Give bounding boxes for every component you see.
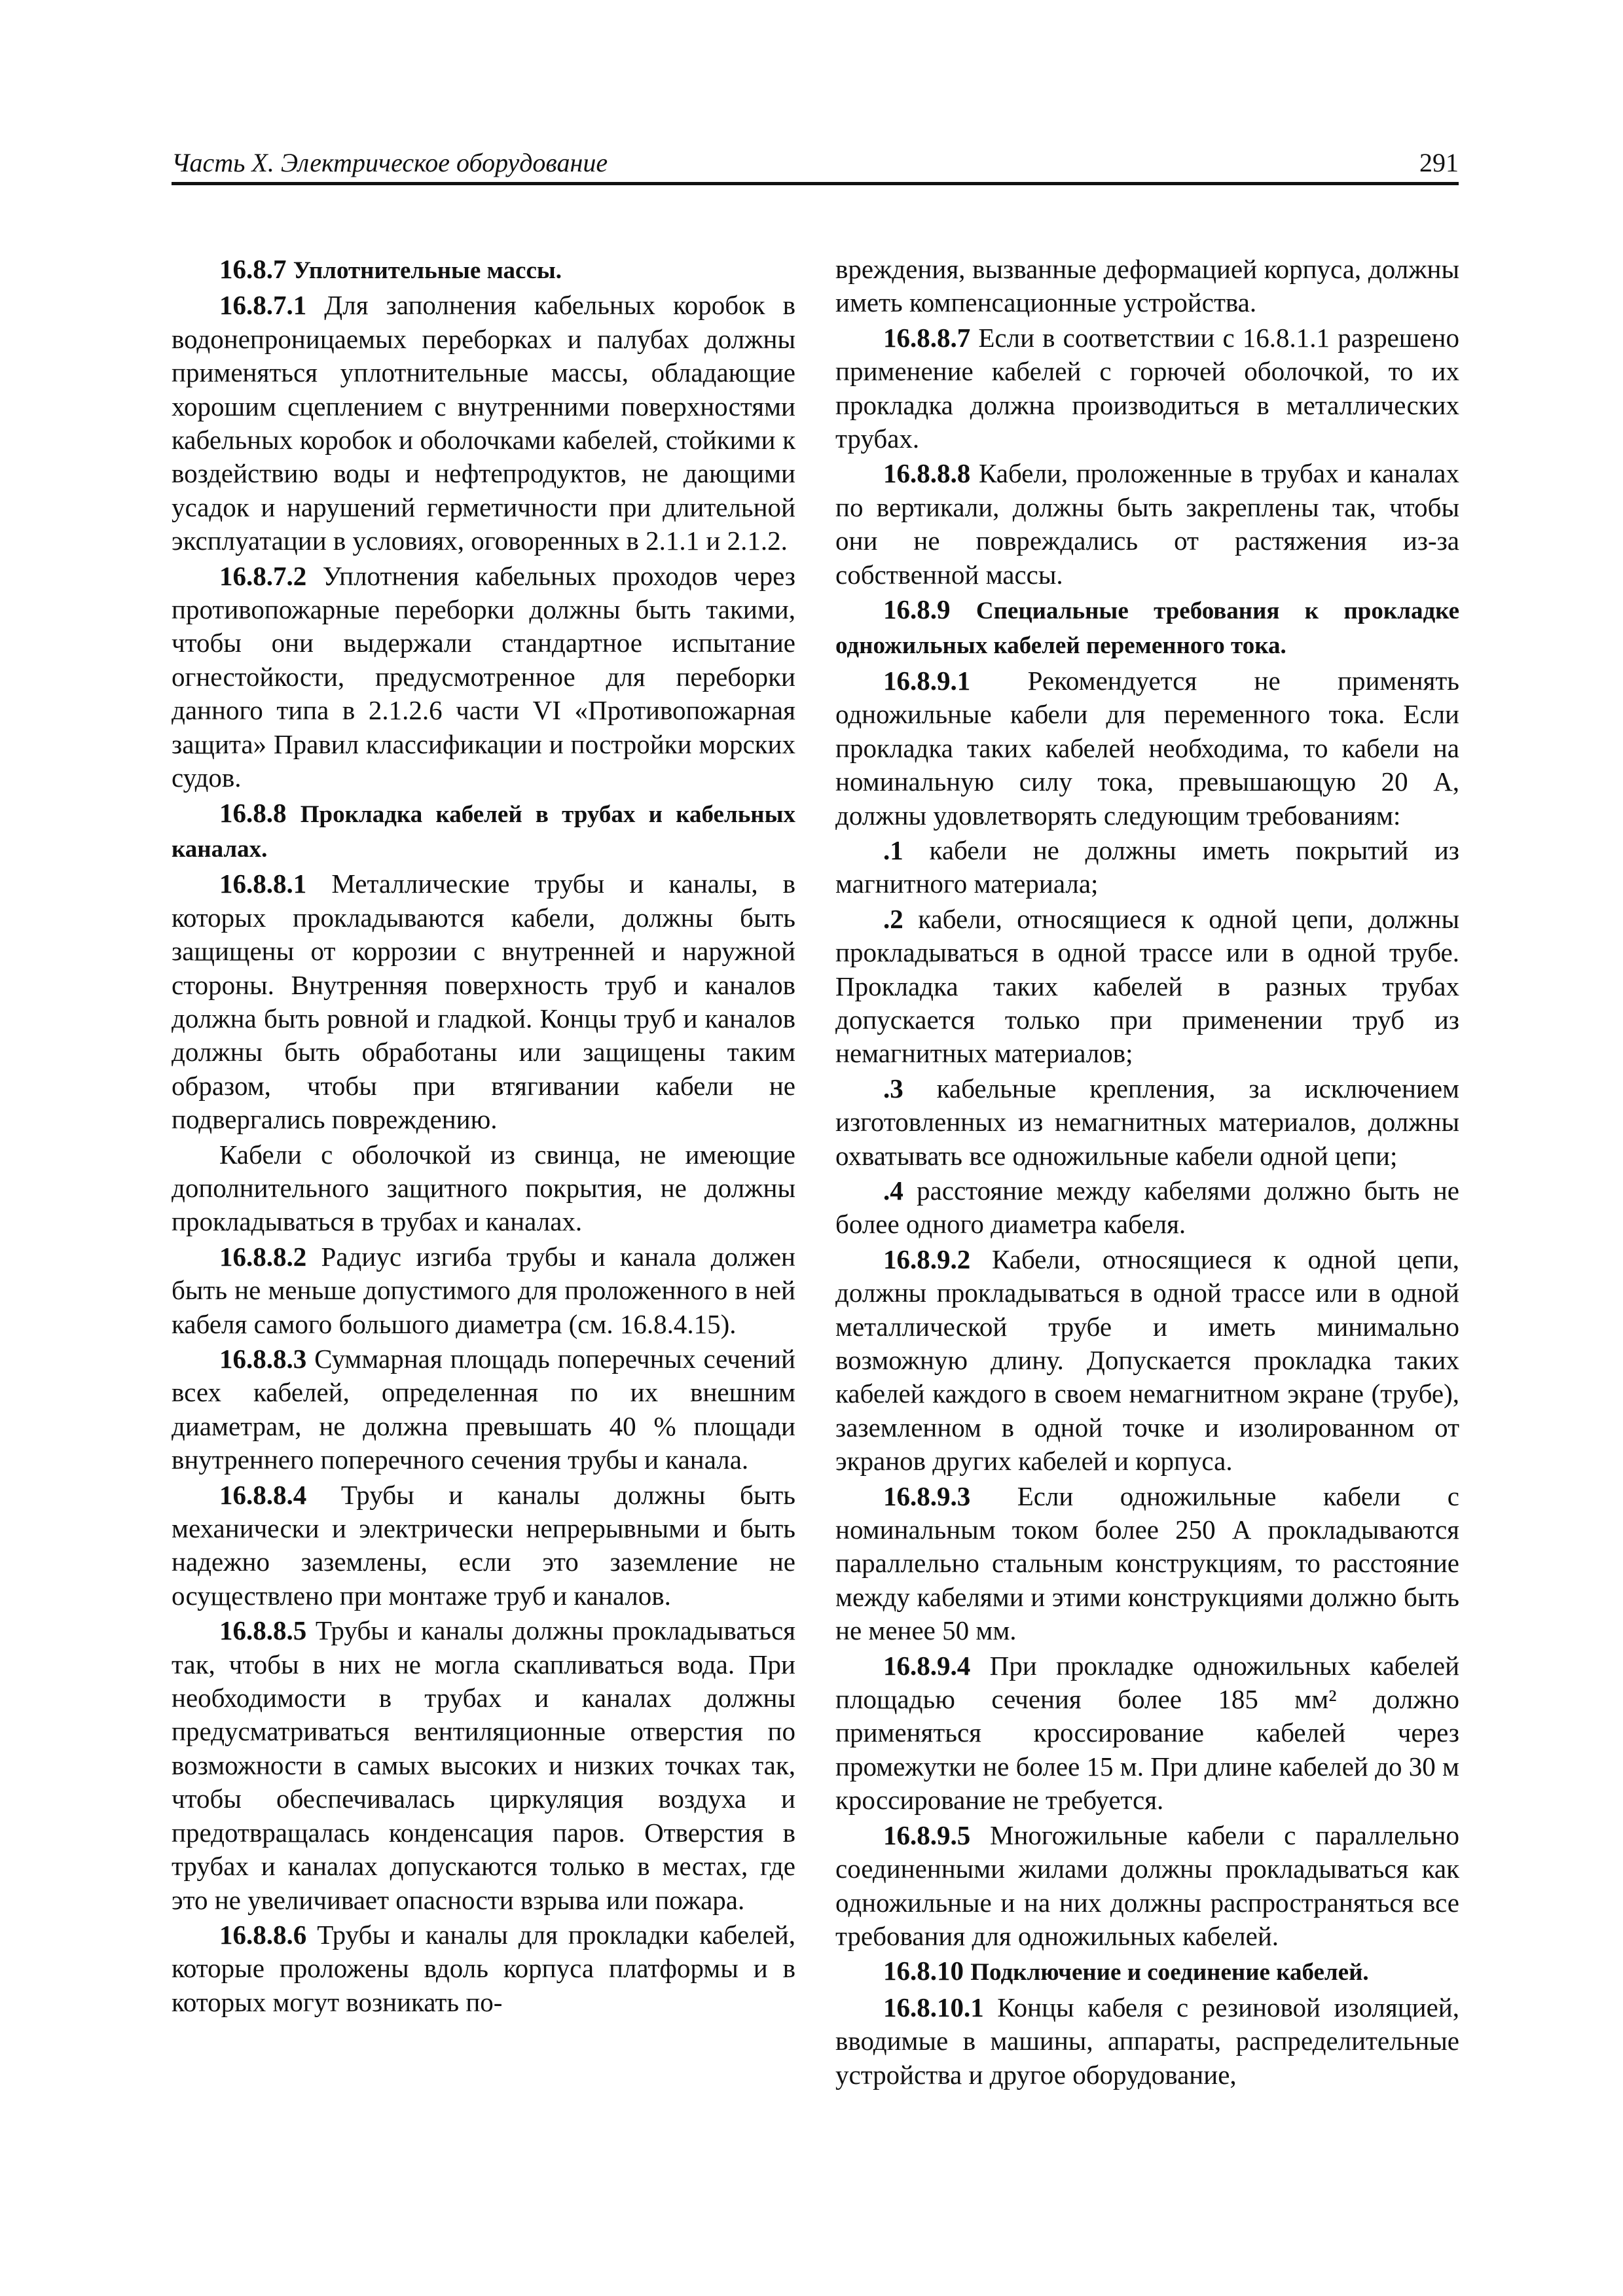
paragraph — [835, 1072, 1459, 1173]
paragraph-text: Кабели, проложенные в трубах и каналах по вертикали, должны быть закреплены так, чтобы они не повреждались от растяжения из-за собственной массы. — [835, 458, 1459, 590]
paragraph — [172, 289, 795, 558]
paragraph-text: Если в соответствии с 16.8.1.1 разрешено применение кабелей с горючей оболочкой, то их прокладка должна производиться в металлических трубах. — [835, 322, 1459, 454]
clause-number: 16.8.8.5 — [219, 1615, 307, 1646]
clause-number: .1 — [883, 834, 903, 865]
paragraph-text: кабельные крепления, за исключением изготовленных из немагнитных материалов, должны охватывать все одножильные кабели одной цепи; — [835, 1073, 1460, 1171]
paragraph-text: кабели, относящиеся к одной цепи, должны прокладываться в одной трассе или в одной трубе. Прокладка таких кабелей в разных трубах допускается только при применении труб из немагнитных материалов; — [835, 903, 1460, 1069]
clause-number: 16.8.9.2 — [883, 1244, 971, 1274]
paragraph-text: кабели не должны иметь покрытий из магнитного материала; — [835, 834, 1460, 899]
clause-number: 16.8.9.4 — [883, 1650, 971, 1681]
section-heading — [172, 797, 795, 867]
clause-number: 16.8.8.2 — [219, 1241, 307, 1272]
clause-number: 16.8.8.3 — [219, 1344, 307, 1374]
clause-number: 16.8.7.1 — [219, 290, 307, 321]
clause-number: 16.8.8.8 — [883, 458, 971, 489]
clause-number: 16.8.9 — [883, 594, 951, 625]
clause-number: 16.8.8.7 — [883, 322, 971, 353]
paragraph — [172, 1614, 795, 1917]
paragraph — [835, 1174, 1459, 1242]
paragraph-text: Трубы и каналы для прокладки кабелей, которые проложены вдоль корпуса платформы и в которых могут возникать по- — [172, 1919, 795, 2017]
paragraph — [172, 1138, 795, 1239]
paragraph — [172, 867, 795, 1136]
clause-number: 16.8.7.2 — [219, 560, 307, 591]
paragraph — [835, 903, 1459, 1071]
paragraph — [172, 560, 795, 795]
running-header — [172, 143, 1459, 185]
paragraph-text: При прокладке одножильных кабелей площадью сечения более 185 мм² должно применяться кроссирование кабелей через промежутки не более 15 м. При длине кабелей до 30 м кроссирование не требуется. — [835, 1650, 1460, 1816]
right-column — [835, 253, 1459, 2093]
paragraph — [835, 253, 1459, 320]
paragraph — [835, 321, 1459, 456]
paragraph-text: Если одножильные кабели с номинальным током более 250 А прокладываются параллельно стальным конструкциям, то расстояние между кабелями и этими конструкциями должно быть не менее 50 мм. — [835, 1480, 1459, 1646]
paragraph-text: расстояние между кабелями должно быть не более одного диаметра кабеля. — [835, 1175, 1460, 1240]
clause-number: 16.8.9.1 — [883, 665, 971, 696]
paragraph — [835, 664, 1459, 833]
page-number: 291 — [1419, 148, 1459, 177]
paragraph — [172, 1240, 795, 1341]
heading-text: Подключение и соединение кабелей. — [970, 1959, 1369, 1986]
paragraph-text: Металлические трубы и каналы, в которых прокладываются кабели, должны быть защищены от коррозии с внутренней и наружной стороны. Внутренняя поверхность труб и каналов должна быть ровной и гладкой. Концы труб и каналов должны быть обработаны или защищены таким образом, чтобы при втягивании кабели не подвергались повреждению. — [172, 869, 796, 1135]
paragraph — [835, 1991, 1459, 2092]
section-heading — [835, 1954, 1459, 1989]
clause-number: .3 — [883, 1073, 903, 1103]
paragraph — [835, 1819, 1459, 1954]
header-title: Часть X. Электрическое оборудование — [172, 148, 608, 177]
heading-text: Уплотнительные массы. — [293, 257, 562, 284]
clause-number: 16.8.10.1 — [883, 1992, 984, 2022]
clause-number: 16.8.7 — [219, 254, 287, 284]
clause-number: .4 — [883, 1175, 903, 1206]
paragraph-text: Уплотнения кабельных проходов через противопожарные переборки должны быть такими, чтобы они выдержали стандартное испытание огнестойкости, предусмотренное для переборки данного типа в 2.1.2.6 части VI «Противопожарная защита» Правил классификации и постройки морских судов. — [172, 560, 796, 793]
paragraph — [172, 1479, 795, 1613]
paragraph — [835, 1480, 1459, 1648]
clause-number: 16.8.8.6 — [219, 1919, 307, 1950]
paragraph-text: Кабели, относящиеся к одной цепи, должны прокладываться в одной трассе или в одной металлической трубе и иметь минимально возможную длину. Допускается прокладка таких кабелей каждого в своем немагнитном экране (трубе), заземленном в одной точке и изолированном от экранов других кабелей и корпуса. — [835, 1244, 1460, 1477]
heading-text: Прокладка кабелей в трубах и кабельных каналах. — [172, 800, 796, 863]
clause-number: 16.8.8.4 — [219, 1479, 307, 1510]
paragraph-text: Рекомендуется не применять одножильные кабели для переменного тока. Если прокладка таких кабелей необходима, то кабели на номинальную силу тока, превышающую 20 А, должны удовлетворять следующим требованиям: — [835, 665, 1459, 831]
paragraph — [835, 1649, 1459, 1818]
left-column — [172, 253, 795, 2020]
section-heading — [172, 253, 795, 287]
clause-number: 16.8.9.5 — [883, 1820, 971, 1850]
paragraph-text: Для заполнения кабельных коробок в водонепроницаемых переборках и палубах должны применяться уплотнительные массы, обладающие хорошим сцеплением с внутренними поверхностями кабельных коробок и оболочками кабелей, стойкими к воздействию воды и нефтепродуктов, не дающими усадок и нарушений герметичности при длительной эксплуатации в условиях, оговоренных в 2.1.1 и 2.1.2. — [172, 290, 795, 556]
clause-number: .2 — [883, 903, 903, 934]
paragraph — [835, 1243, 1459, 1479]
paragraph-text: Кабели с оболочкой из свинца, не имеющие дополнительного защитного покрытия, не должны прокладываться в трубах и каналах. — [172, 1139, 795, 1237]
clause-number: 16.8.9.3 — [883, 1480, 971, 1511]
paragraph-text: Концы кабеля с резиновой изоляцией, вводимые в машины, аппараты, распределительные устройства и другое оборудование, — [835, 1992, 1459, 2090]
paragraph-text: вреждения, вызванные деформацией корпуса, должны иметь компенсационные устройства. — [835, 254, 1459, 318]
clause-number: 16.8.8 — [219, 797, 287, 828]
paragraph — [835, 834, 1459, 901]
clause-number: 16.8.8.1 — [219, 869, 307, 899]
section-heading — [835, 593, 1459, 663]
paragraph — [172, 1342, 795, 1477]
paragraph-text: Многожильные кабели с параллельно соединенными жилами должны прокладываться как одножильные и на них должны распространяться все требования для одножильных кабелей. — [835, 1820, 1459, 1951]
paragraph — [172, 1918, 795, 2019]
paragraph — [835, 457, 1459, 592]
clause-number: 16.8.10 — [883, 1956, 964, 1986]
paragraph-text: Трубы и каналы должны быть механически и электрически непрерывными и быть надежно заземлены, если это заземление не осуществлено при монтаже труб и каналов. — [172, 1479, 796, 1611]
heading-text: Специальные требования к прокладке одножильных кабелей переменного тока. — [835, 598, 1459, 660]
paragraph-text: Радиус изгиба трубы и канала должен быть не меньше допустимого для проложенного в ней кабеля самого большого диаметра (см. 16.8.4.15). — [172, 1241, 796, 1339]
paragraph-text: Трубы и каналы должны прокладываться так, чтобы в них не могла скапливаться вода. При необходимости в трубах и каналах должны предусматриваться вентиляционные отверстия по возможности в самых высоких и низких точках так, чтобы обеспечивалась циркуляция воздуха и предотвращалась конденсация паров. Отверстия в трубах и каналах допускаются только в местах, где это не увеличивает опасности взрыва или пожара. — [172, 1615, 795, 1915]
paragraph-text: Суммарная площадь поперечных сечений всех кабелей, определенная по их внешним диаметрам, не должна превышать 40 % площади внутреннего поперечного сечения трубы и канала. — [172, 1344, 796, 1475]
